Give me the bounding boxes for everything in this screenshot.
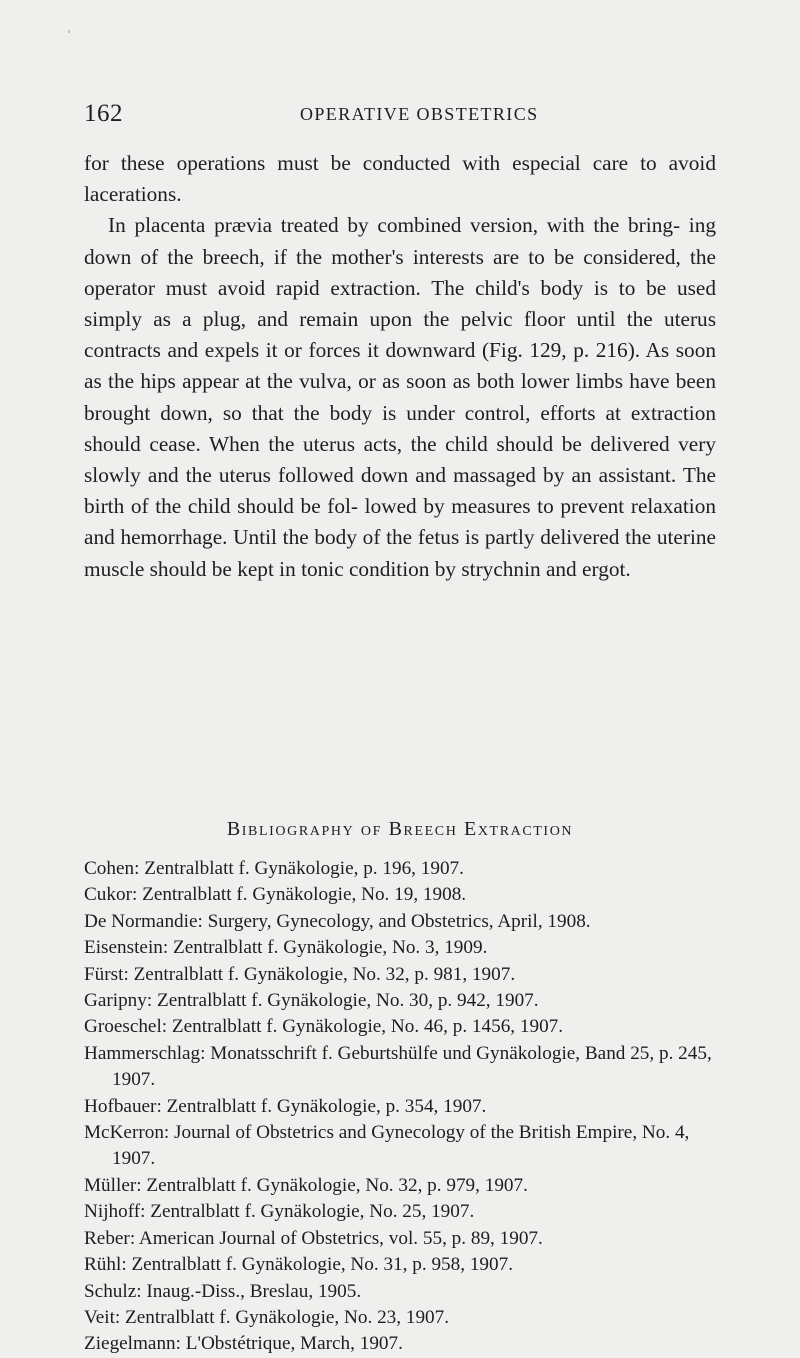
bibliography-entry: Reber: American Journal of Obstetrics, vol. 55, p. 89, 1907. [84, 1227, 543, 1249]
bibliography-entry: Fürst: Zentralblatt f. Gynäkologie, No. 32, p. 981, 1907. [84, 963, 516, 985]
bibliography-list [84, 856, 724, 1358]
bibliography-entry: Ziegelmann: L'Obstétrique, March, 1907. [84, 1333, 403, 1355]
bibliography-entry: De Normandie: Surgery, Gynecology, and Obstetrics, April, 1908. [84, 910, 591, 932]
bibliography-entry: Nijhoff: Zentralblatt f. Gynäkologie, No. 25, 1907. [84, 1201, 475, 1223]
bibliography-entry: Garipny: Zentralblatt f. Gynäkologie, No. 30, p. 942, 1907. [84, 990, 539, 1012]
bibliography-entry: McKerron: Journal of Obstetrics and Gynecology of the British Empire, No. 4, 1907. [84, 1122, 690, 1170]
bibliography-entry: Hofbauer: Zentralblatt f. Gynäkologie, p. 354, 1907. [84, 1095, 487, 1117]
page-number: 162 [84, 100, 123, 127]
bibliography-entry: Veit: Zentralblatt f. Gynäkologie, No. 23, 1907. [84, 1306, 450, 1328]
bibliography-entry: Schulz: Inaug.-Diss., Breslau, 1905. [84, 1280, 362, 1302]
bibliography-heading: Bibliography of Breech Extraction [226, 818, 574, 840]
bibliography-entry: Cukor: Zentralblatt f. Gynäkologie, No. 19, 1908. [84, 884, 467, 906]
bibliography-entry: Rühl: Zentralblatt f. Gynäkologie, No. 31, p. 958, 1907. [84, 1254, 513, 1276]
bibliography-entry: Eisenstein: Zentralblatt f. Gynäkologie, No. 3, 1909. [84, 937, 488, 959]
running-header [84, 100, 716, 130]
paragraph: for these operations must be conducted with especial care to avoid lacerations. [84, 151, 716, 207]
bibliography-entry: Müller: Zentralblatt f. Gynäkologie, No. 32, p. 979, 1907. [84, 1174, 528, 1196]
bibliography-entry: Hammerschlag: Monatsschrift f. Geburtshülfe und Gynäkologie, Band 25, p. 245, 1907. [84, 1042, 712, 1091]
running-title: OPERATIVE OBSTETRICS [300, 104, 539, 124]
bibliography-entry: Cohen: Zentralblatt f. Gynäkologie, p. 196, 1907. [84, 858, 464, 879]
scan-speck [68, 30, 70, 33]
paragraph: In placenta prævia treated by combined version, with the bring- ing down of the breech, if the mother's interests are to be considered, the operator must avoid rapid extraction. The child's body is to be used simply as a plug, and remain upon the pelvic floor until the uterus contracts and expels it or forces it downward (Fig. 129, p. 216). As soon as the hips appear at the vulva, or as soon as both lower limbs have been brought down, so that the body is under control, efforts at extraction should cease. When the uterus acts, the child should be delivered very slowly and the uterus followed down and massaged by an assistant. The birth of the child should be fol- lowed by measures to prevent relaxation and hemorrhage. Until the body of the fetus is partly delivered the uterine muscle should be kept in tonic condition by strychnin and ergot. [84, 213, 716, 581]
bibliography-entry: Groeschel: Zentralblatt f. Gynäkologie, No. 46, p. 1456, 1907. [84, 1016, 564, 1038]
body-text [84, 148, 716, 585]
